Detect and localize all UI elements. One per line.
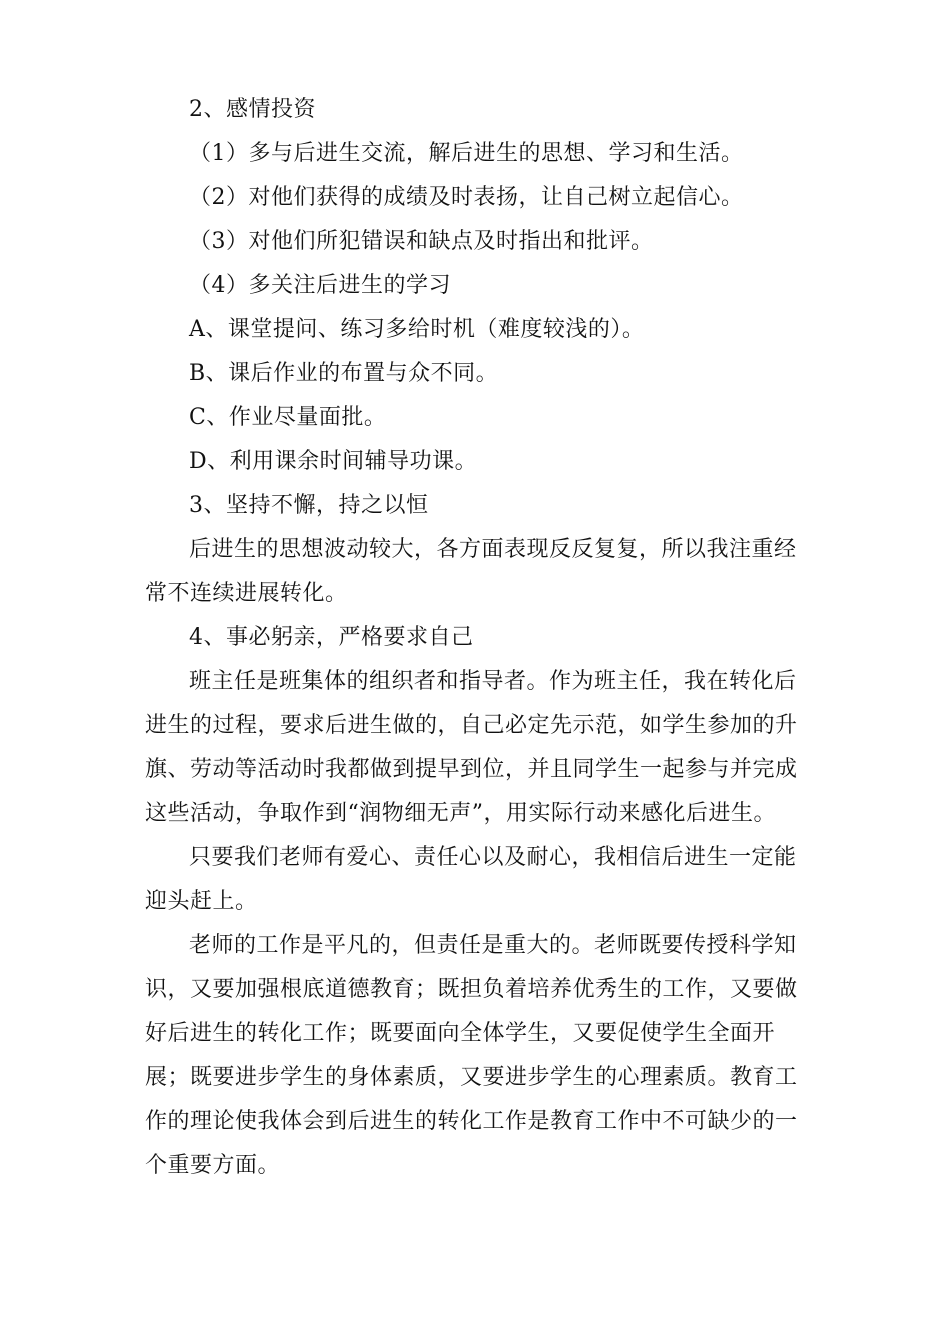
heading-lead-by-example: 4、事必躬亲，严格要求自己	[189, 625, 474, 650]
paragraph-line: 只要我们老师有爱心、责任心以及耐心，我相信后进生一定能	[189, 845, 797, 870]
sub-item-b: B、课后作业的布置与众不同。	[189, 361, 499, 386]
paragraph-line: 常不连续进展转化。	[145, 581, 348, 606]
paragraph-line: 进生的过程，要求后进生做的，自己必定先示范，如学生参加的升	[145, 713, 798, 738]
sub-item-a: A、课堂提问、练习多给时机（难度较浅的）。	[189, 317, 645, 342]
paragraph-line: 展；既要进步学生的身体素质，又要进步学生的心理素质。教育工	[145, 1065, 798, 1090]
list-item-1: （1）多与后进生交流，解后进生的思想、学习和生活。	[189, 141, 744, 166]
paragraph-line: 旗、劳动等活动时我都做到提早到位，并且同学生一起参与并完成	[145, 757, 798, 782]
paragraph-line: 后进生的思想波动较大，各方面表现反反复复，所以我注重经	[189, 537, 797, 562]
list-item-3: （3）对他们所犯错误和缺点及时指出和批评。	[189, 229, 654, 254]
paragraph-line: 老师的工作是平凡的，但责任是重大的。老师既要传授科学知	[189, 933, 797, 958]
sub-item-d: D、利用课余时间辅导功课。	[189, 449, 478, 474]
paragraph-line: 作的理论使我体会到后进生的转化工作是教育工作中不可缺少的一	[145, 1109, 798, 1134]
paragraph-line: 班主任是班集体的组织者和指导者。作为班主任，我在转化后	[189, 669, 797, 694]
paragraph-line: 迎头赶上。	[145, 889, 258, 914]
heading-perseverance: 3、坚持不懈，持之以恒	[189, 493, 429, 518]
list-item-4: （4）多关注后进生的学习	[189, 273, 451, 298]
paragraph-line: 好后进生的转化工作；既要面向全体学生，又要促使学生全面开	[145, 1021, 776, 1046]
heading-emotional-investment: 2、感情投资	[189, 97, 316, 122]
paragraph-line: 个重要方面。	[145, 1153, 281, 1178]
paragraph-line: 这些活动，争取作到“润物细无声”，用实际行动来感化后进生。	[145, 801, 776, 826]
sub-item-c: C、作业尽量面批。	[189, 405, 387, 430]
paragraph-line: 识，又要加强根底道德教育；既担负着培养优秀生的工作，又要做	[145, 977, 798, 1002]
document-body	[145, 88, 797, 1188]
list-item-2: （2）对他们获得的成绩及时表扬，让自己树立起信心。	[189, 185, 744, 210]
